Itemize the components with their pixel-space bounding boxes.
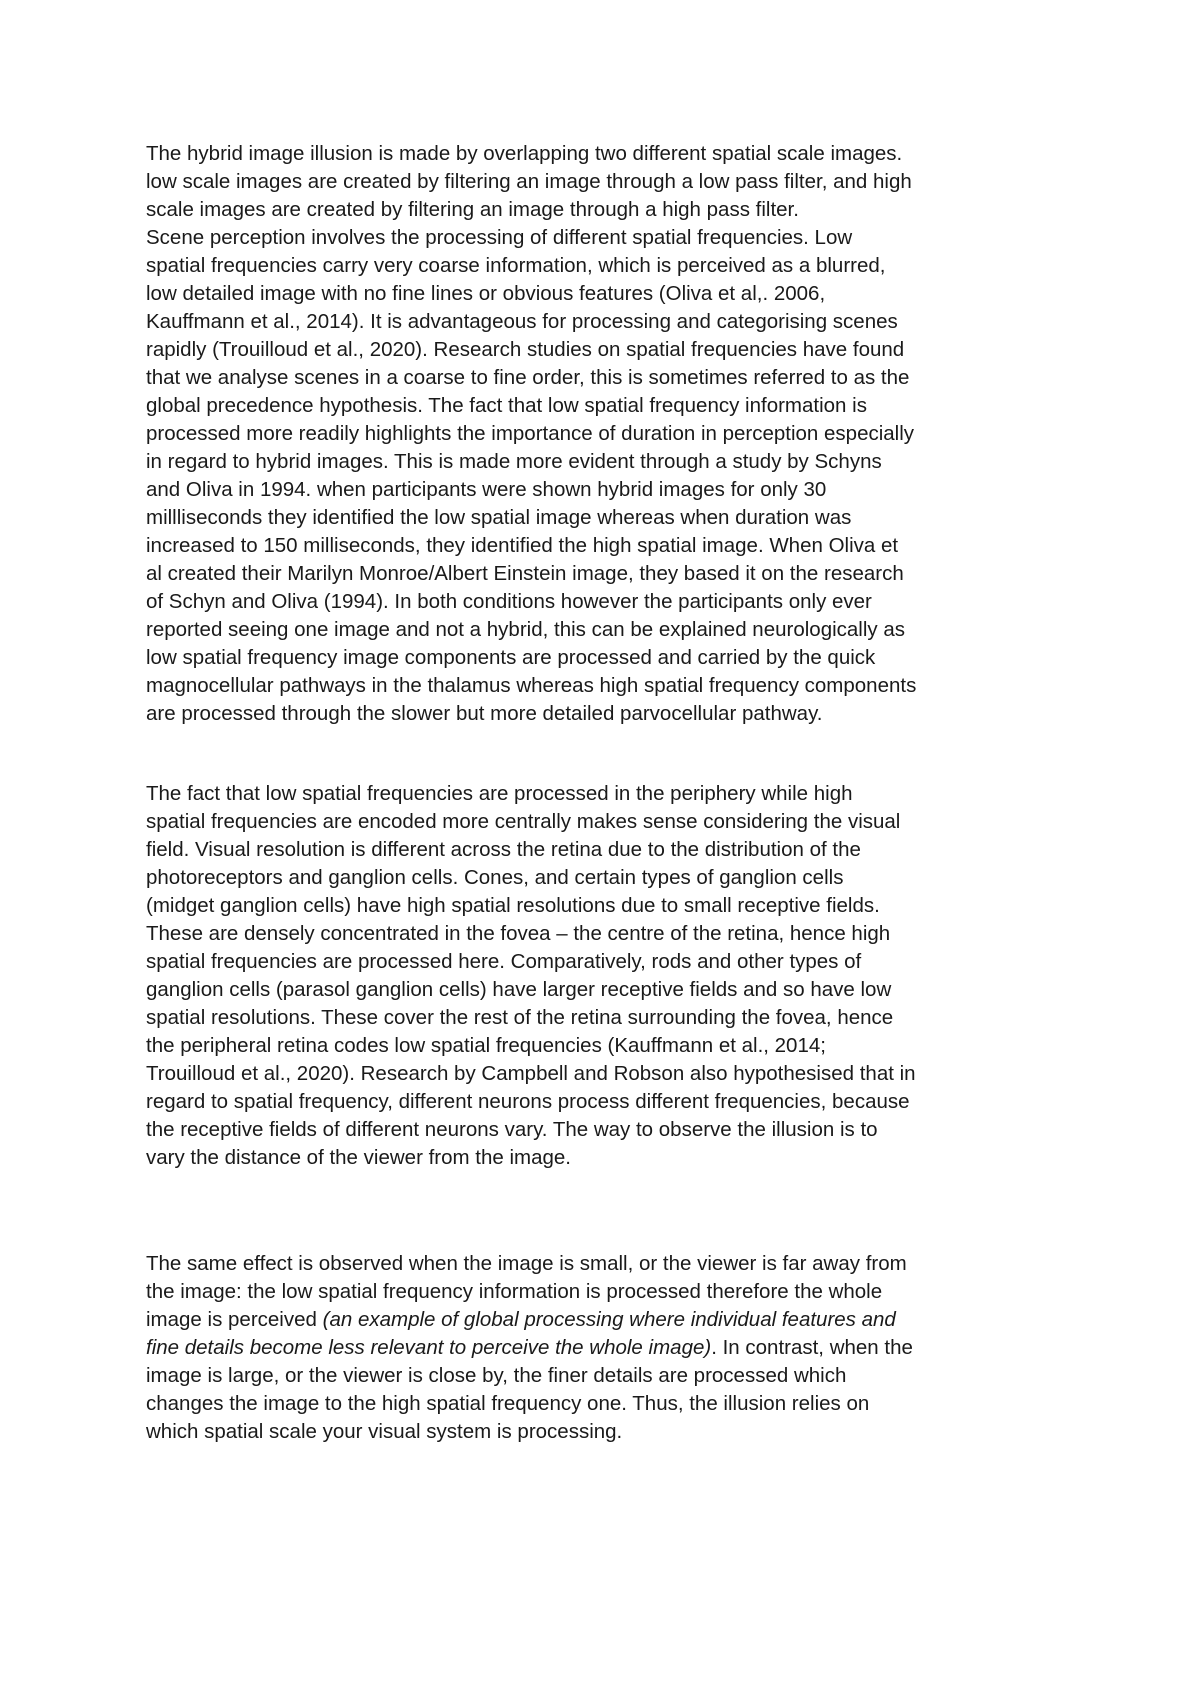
text-line: that we analyse scenes in a coarse to fine order, this is sometimes referred to as the (146, 366, 910, 389)
text-line: scale images are created by filtering an image through a high pass filter. (146, 198, 799, 221)
text-line: al created their Marilyn Monroe/Albert Einstein image, they based it on the research (146, 562, 904, 585)
text-line: magnocellular pathways in the thalamus whereas high spatial frequency components (146, 674, 917, 697)
text-line: low spatial frequency image components are processed and carried by the quick (146, 646, 876, 669)
text-line: Trouilloud et al., 2020). Research by Campbell and Robson also hypothesised that in (146, 1062, 916, 1085)
text-line: low scale images are created by filtering an image through a low pass filter, and high (146, 170, 912, 193)
text-line: of Schyn and Oliva (1994). In both conditions however the participants only ever (146, 590, 872, 613)
text-run: image is perceived (146, 1308, 323, 1331)
italic-text-run: fine details become less relevant to perceive the whole image) (146, 1336, 712, 1359)
text-line: image is large, or the viewer is close by, the finer details are processed which (146, 1364, 847, 1387)
text-line: (midget ganglion cells) have high spatial resolutions due to small receptive fields. (146, 894, 880, 917)
text-line: low detailed image with no fine lines or obvious features (Oliva et al,. 2006, (146, 282, 826, 305)
paragraph-3 (146, 1250, 1076, 1446)
text-line: the receptive fields of different neurons vary. The way to observe the illusion is to (146, 1118, 878, 1141)
text-line: The fact that low spatial frequencies are processed in the periphery while high (146, 782, 853, 805)
text-line: which spatial scale your visual system is processing. (146, 1420, 623, 1443)
text-line: changes the image to the high spatial frequency one. Thus, the illusion relies on (146, 1392, 870, 1415)
text-line: spatial frequencies are encoded more centrally makes sense considering the visual (146, 810, 901, 833)
text-line: The same effect is observed when the image is small, or the viewer is far away from (146, 1252, 907, 1275)
text-line: Kauffmann et al., 2014). It is advantageous for processing and categorising scenes (146, 310, 898, 333)
text-line: field. Visual resolution is different across the retina due to the distribution of the (146, 838, 861, 861)
text-line: and Oliva in 1994. when participants were shown hybrid images for only 30 (146, 478, 827, 501)
text-line: The hybrid image illusion is made by overlapping two different spatial scale images. (146, 142, 903, 165)
text-line: the peripheral retina codes low spatial frequencies (Kauffmann et al., 2014; (146, 1034, 826, 1057)
text-run: . In contrast, when the (711, 1336, 913, 1359)
paragraph-spacer (146, 1172, 1076, 1250)
paragraph-2 (146, 780, 1076, 1172)
text-line: millliseconds they identified the low spatial image whereas when duration was (146, 506, 852, 529)
text-line: increased to 150 milliseconds, they identified the high spatial image. When Oliva et (146, 534, 899, 557)
text-line: spatial resolutions. These cover the rest of the retina surrounding the fovea, hence (146, 1006, 894, 1029)
text-line: rapidly (Trouilloud et al., 2020). Research studies on spatial frequencies have found (146, 338, 905, 361)
document-body (146, 140, 1076, 1446)
text-line: processed more readily highlights the importance of duration in perception especially (146, 422, 915, 445)
text-line: spatial frequencies carry very coarse information, which is perceived as a blurred, (146, 254, 886, 277)
text-line: reported seeing one image and not a hybrid, this can be explained neurologically as (146, 618, 906, 641)
text-line: regard to spatial frequency, different neurons process different frequencies, because (146, 1090, 910, 1113)
text-line: in regard to hybrid images. This is made more evident through a study by Schyns (146, 450, 882, 473)
text-line: are processed through the slower but more detailed parvocellular pathway. (146, 702, 823, 725)
paragraph-1 (146, 140, 1076, 728)
text-line: vary the distance of the viewer from the image. (146, 1146, 572, 1169)
text-line: photoreceptors and ganglion cells. Cones, and certain types of ganglion cells (146, 866, 844, 889)
paragraph-spacer (146, 728, 1076, 780)
text-line: Scene perception involves the processing of different spatial frequencies. Low (146, 226, 853, 249)
italic-text-run: (an example of global processing where individual features and (322, 1308, 896, 1331)
text-line: the image: the low spatial frequency information is processed therefore the whole (146, 1280, 883, 1303)
text-line: spatial frequencies are processed here. Comparatively, rods and other types of (146, 950, 862, 973)
text-line: global precedence hypothesis. The fact that low spatial frequency information is (146, 394, 867, 417)
text-line (146, 1306, 1076, 1334)
text-line: ganglion cells (parasol ganglion cells) have larger receptive fields and so have low (146, 978, 892, 1001)
text-line (146, 1334, 1076, 1362)
text-line: These are densely concentrated in the fovea – the centre of the retina, hence high (146, 922, 891, 945)
